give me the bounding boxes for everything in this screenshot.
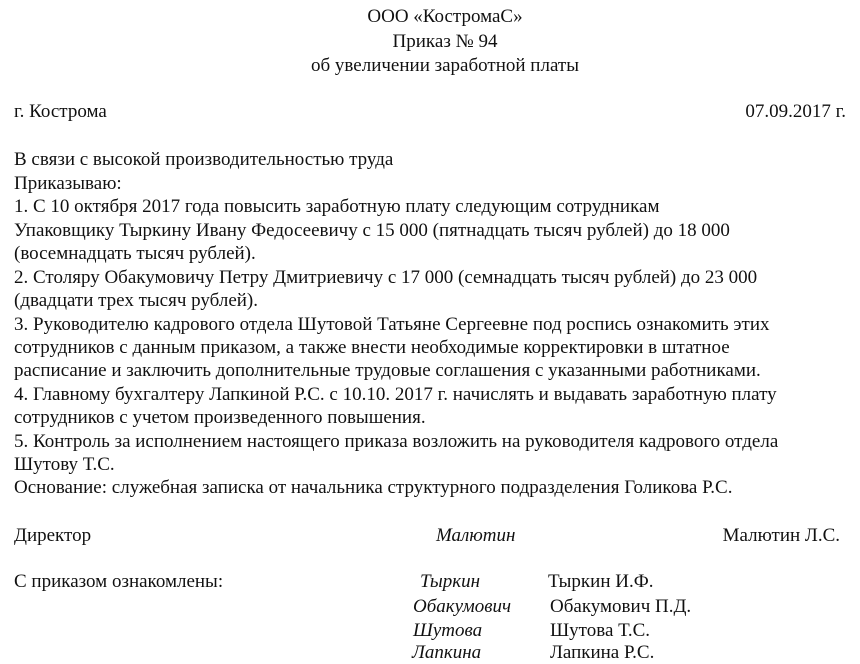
body-line: (восемнадцать тысяч рублей). bbox=[14, 243, 256, 264]
body-line: Основание: служебная записка от начальника структурного подразделения Голикова Р.С. bbox=[14, 477, 733, 498]
organization-name: ООО «КостромаС» bbox=[367, 6, 523, 27]
body-line: Упаковщику Тыркину Ивану Федосеевичу с 15 000 (пятнадцать тысяч рублей) до 18 000 bbox=[14, 220, 730, 241]
acquainted-label: С приказом ознакомлены: bbox=[14, 571, 224, 592]
employee-signature: Шутова bbox=[413, 620, 483, 641]
order-subject: об увеличении заработной платы bbox=[311, 55, 579, 76]
body-line: В связи с высокой производительностью труда bbox=[14, 149, 394, 170]
employee-name: Лапкина Р.С. bbox=[550, 642, 655, 663]
employee-signature: Лапкина bbox=[412, 642, 482, 663]
director-signature: Малютин bbox=[436, 525, 516, 546]
employee-name: Тыркин И.Ф. bbox=[548, 571, 654, 592]
body-line: сотрудников с учетом произведенного повышения. bbox=[14, 407, 426, 428]
body-line: 2. Столяру Обакумовичу Петру Дмитриевичу с 17 000 (семнадцать тысяч рублей) до 23 000 bbox=[14, 267, 758, 288]
employee-name: Обакумович П.Д. bbox=[550, 596, 692, 617]
body-line: Шутову Т.С. bbox=[14, 454, 115, 475]
order-number: Приказ № 94 bbox=[392, 31, 498, 52]
body-line: сотрудников с данным приказом, а также внести необходимые корректировки в штатное bbox=[14, 337, 730, 358]
body-line: (двадцати трех тысяч рублей). bbox=[14, 290, 259, 311]
body-line: 1. С 10 октября 2017 года повысить заработную плату следующим сотрудникам bbox=[14, 196, 660, 217]
employee-signature: Обакумович bbox=[413, 596, 512, 617]
city: г. Кострома bbox=[14, 101, 107, 122]
order-date: 07.09.2017 г. bbox=[745, 101, 846, 122]
body-line: 5. Контроль за исполнением настоящего приказа возложить на руководителя кадрового отдела bbox=[14, 431, 779, 452]
employee-signature: Тыркин bbox=[420, 571, 481, 592]
body-line: Приказываю: bbox=[14, 173, 122, 194]
director-name: Малютин Л.С. bbox=[722, 525, 840, 546]
body-line: 4. Главному бухгалтеру Лапкиной Р.С. с 10.10. 2017 г. начислять и выдавать заработную плату bbox=[14, 384, 777, 405]
body-line: расписание и заключить дополнительные трудовые соглашения с указанными работниками. bbox=[14, 360, 761, 381]
director-title: Директор bbox=[14, 525, 92, 546]
body-line: 3. Руководителю кадрового отдела Шутовой Татьяне Сергеевне под роспись ознакомить этих bbox=[14, 314, 770, 335]
employee-name: Шутова Т.С. bbox=[550, 620, 651, 641]
